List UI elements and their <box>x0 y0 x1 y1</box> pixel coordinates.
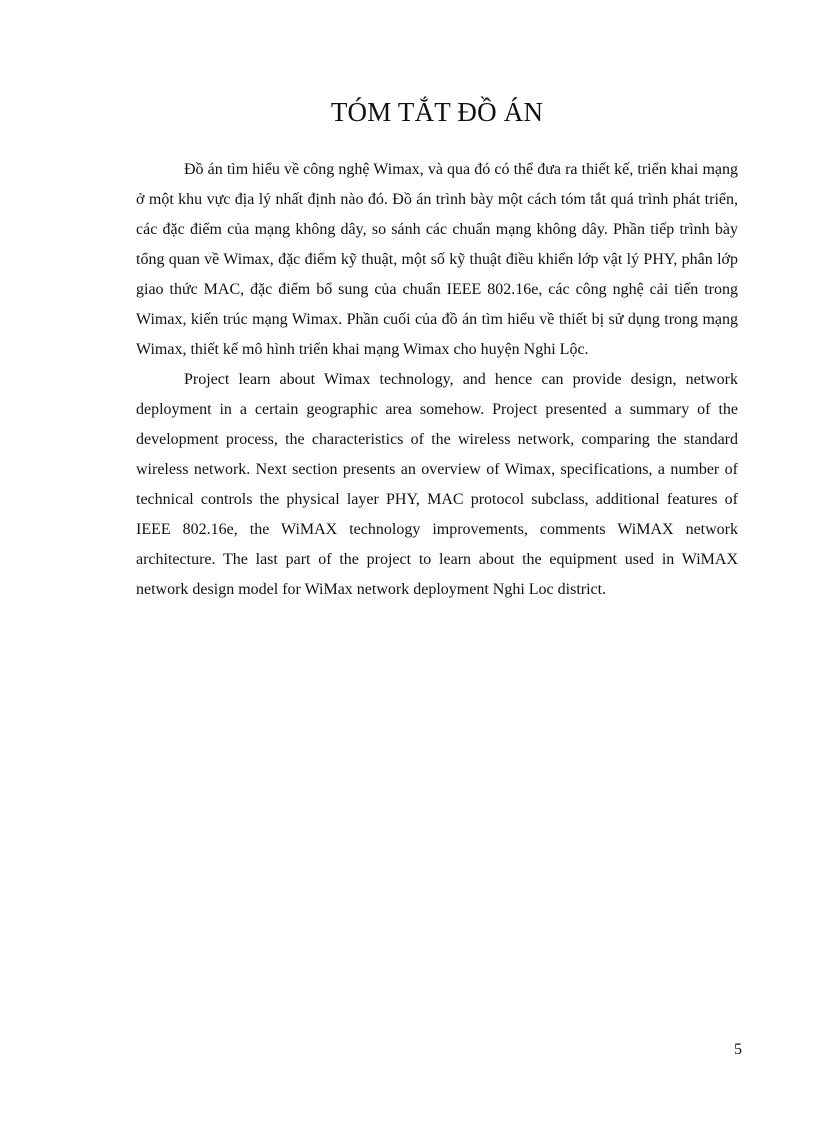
abstract-paragraph-english: Project learn about Wimax technology, and hence can provide design, network deployment in a certain geographic area somehow. Project presented a summary of the development process, the characteristics of the wireless network, comparing the standard wireless network. Next section presents an overview of Wimax, specifications, a number of technical controls the physical layer PHY, MAC protocol subclass, additional features of IEEE 802.16e, the WiMAX technology improvements, comments WiMAX network architecture. The last part of the project to learn about the equipment used in WiMAX network design model for WiMax network deployment Nghi Loc district. <box>136 371 738 598</box>
abstract-paragraph-vietnamese: Đồ án tìm hiểu về công nghệ Wimax, và qua đó có thể đưa ra thiết kế, triển khai mạng ở một khu vực địa lý nhất định nào đó. Đồ án trình bày một cách tóm tắt quá trình phát triển, các đặc điểm của mạng không dây, so sánh các chuẩn mạng không dây. Phần tiếp trình bày tổng quan về Wimax, đặc điểm kỹ thuật, một số kỹ thuật điều khiển lớp vật lý PHY, phân lớp giao thức MAC, đặc điểm bổ sung của chuẩn IEEE 802.16e, các công nghệ cải tiến trong Wimax, kiến trúc mạng Wimax. Phần cuối của đồ án tìm hiểu về thiết bị sử dụng trong mạng Wimax, thiết kế mô hình triển khai mạng Wimax cho huyện Nghi Lộc. <box>136 161 738 358</box>
abstract-body <box>136 155 738 605</box>
page-title: TÓM TẮT ĐỒ ÁN <box>330 97 544 127</box>
page-number: 5 <box>734 1041 742 1058</box>
